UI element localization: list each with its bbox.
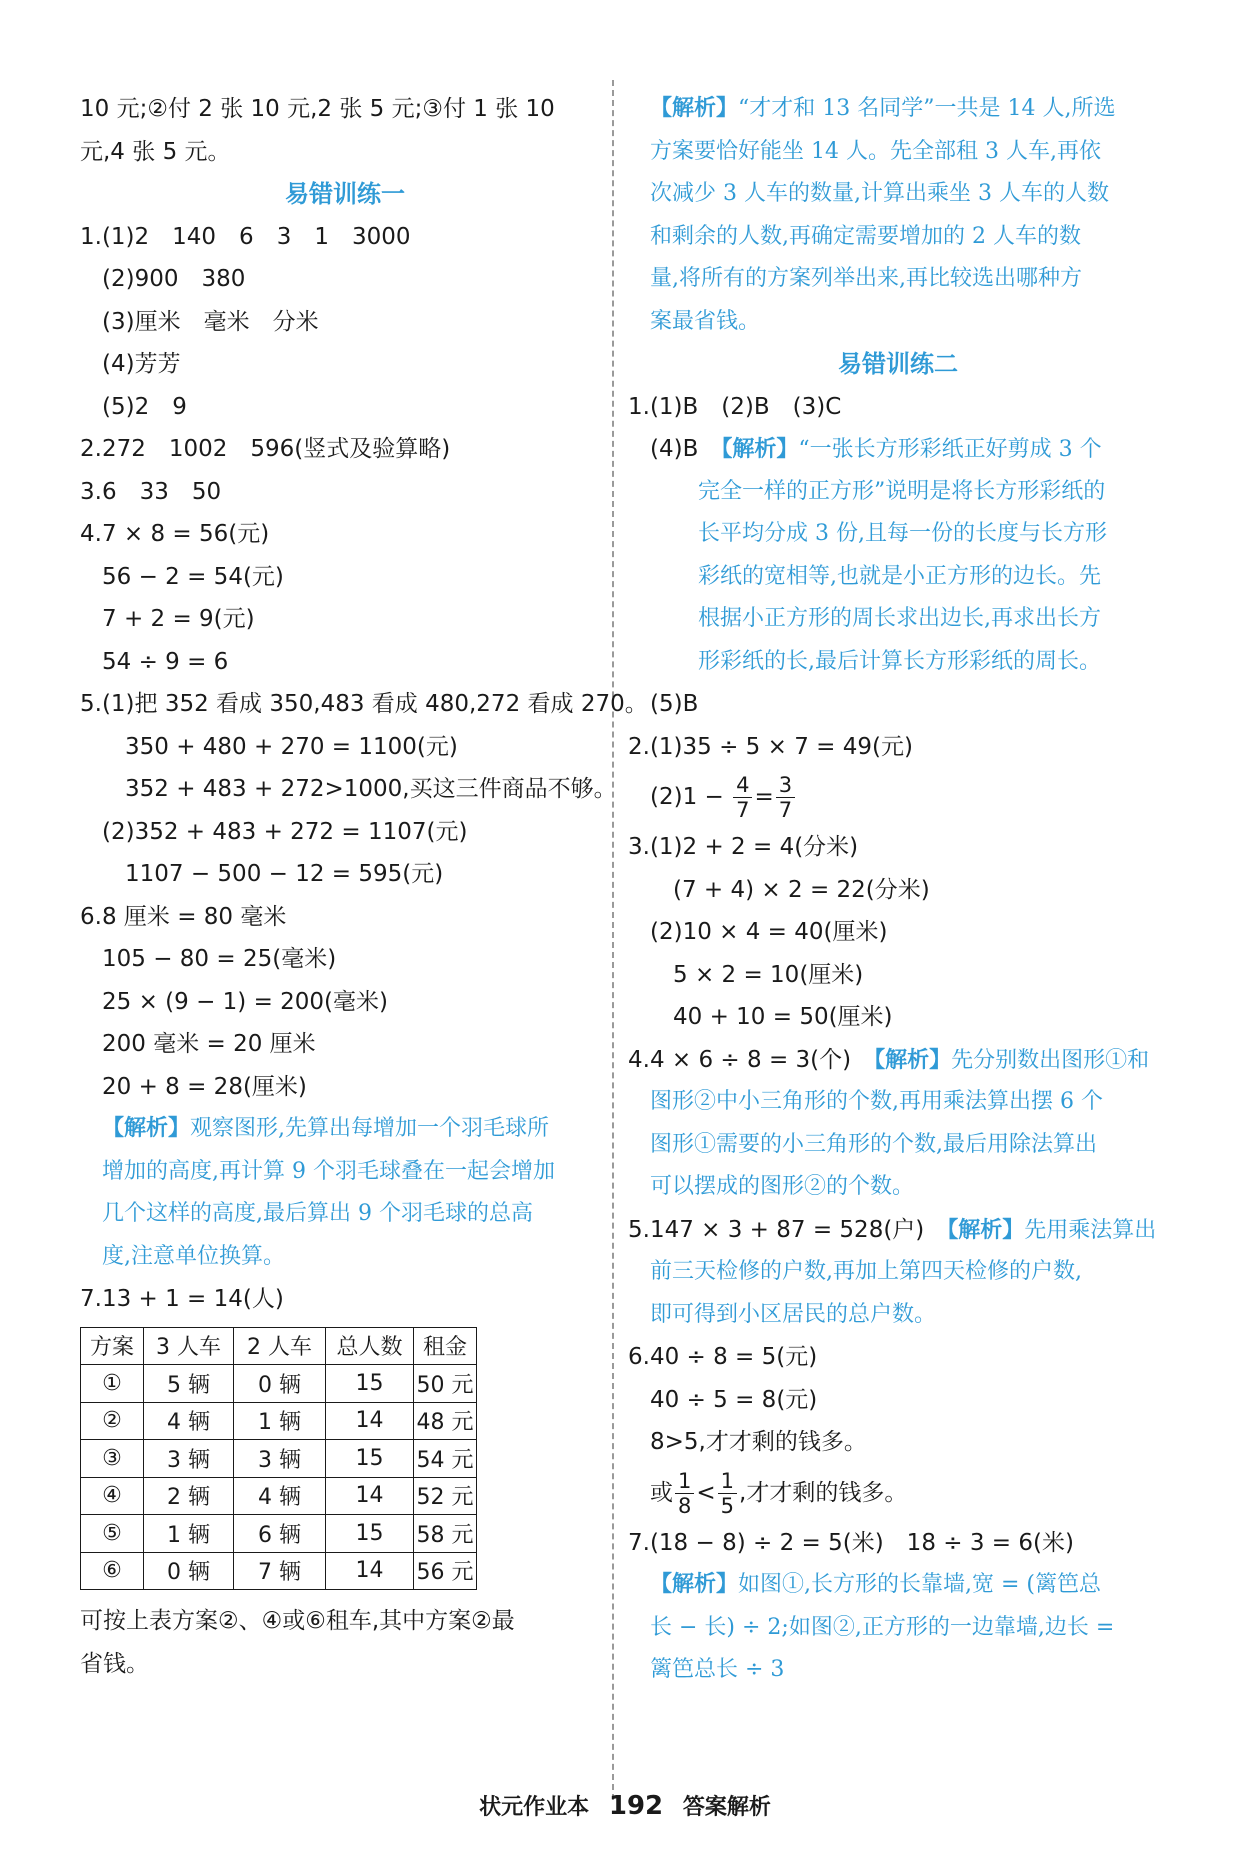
table-cell: ④ [81, 1477, 144, 1515]
answer-line: 1107 − 500 − 12 = 595(元) [125, 861, 444, 887]
analysis-tag: 【解析】 [721, 437, 799, 462]
table-cell: 1 辆 [234, 1402, 326, 1440]
answer-line: 350 + 480 + 270 = 1100(元) [125, 733, 458, 760]
text-line: 元,4 张 5 元。 [80, 138, 231, 165]
fraction: $\frac{3}{7}$ [776, 773, 795, 822]
analysis-line: 案最省钱。 [650, 308, 761, 334]
analysis-line: 【解析】观察图形,先算出每增加一个羽毛球所 [102, 1116, 550, 1141]
answer-line: (5)2 9 [102, 393, 187, 420]
analysis-line: 彩纸的宽相等,也就是小正方形的边长。先 [698, 563, 1101, 589]
table-cell: 14 [326, 1552, 414, 1590]
table-cell: 5 辆 [144, 1365, 234, 1403]
table-cell: 14 [326, 1477, 414, 1515]
answer-line: 2.(1)35 ÷ 5 × 7 = 49(元) [628, 733, 913, 760]
analysis-line: 根据小正方形的周长求出边长,再求出长方 [698, 606, 1101, 631]
table-header: 方案 [81, 1327, 144, 1365]
right-column [628, 88, 1168, 1692]
fraction: $\frac{1}{8}$ [675, 1469, 694, 1518]
table-row [81, 1440, 477, 1478]
table-row [81, 1477, 477, 1515]
answer-line: 8>5,才才剩的钱多。 [650, 1429, 867, 1455]
table-cell: 3 辆 [144, 1440, 234, 1478]
answer-line: 1.(1)2 140 6 3 1 3000 [80, 223, 411, 250]
text-line: 10 元;②付 2 张 10 元,2 张 5 元;③付 1 张 10 [80, 96, 555, 122]
answer-line: (7 + 4) × 2 = 22(分米) [673, 876, 930, 903]
table-cell: 4 辆 [234, 1477, 326, 1515]
table-header: 2 人车 [234, 1327, 326, 1365]
table-cell: 0 辆 [144, 1552, 234, 1590]
answer-line: 2.272 1002 596(竖式及验算略) [80, 436, 451, 462]
analysis-line: 方案要恰好能坐 14 人。先全部租 3 人车,再依 [650, 138, 1101, 164]
table-header: 租金 [414, 1327, 477, 1365]
table-cell: 15 [326, 1515, 414, 1553]
answer-line: 54 ÷ 9 = 6 [102, 648, 229, 675]
answer-line: 5.147 × 3 + 87 = 528(户) 【解析】先用乘法算出 [628, 1216, 1157, 1243]
answer-line: 7.(18 − 8) ÷ 2 = 5(米) 18 ÷ 3 = 6(米) [628, 1529, 1074, 1556]
table-row [81, 1515, 477, 1553]
column-divider [612, 80, 614, 1800]
fraction: $\frac{1}{5}$ [718, 1469, 737, 1518]
answer-line: (5)B [650, 691, 699, 717]
table-cell: 0 辆 [234, 1365, 326, 1403]
answer-line: 3.6 33 50 [80, 478, 222, 505]
answer-line: (4)芳芳 [102, 351, 181, 377]
answer-line: 7.13 + 1 = 14(人) [80, 1286, 284, 1312]
answer-line: (2)352 + 483 + 272 = 1107(元) [102, 818, 468, 845]
analysis-line: 度,注意单位换算。 [102, 1243, 285, 1269]
analysis-tag: 【解析】 [650, 96, 739, 121]
conclusion-line: 可按上表方案②、④或⑥租车,其中方案②最 [80, 1608, 515, 1634]
table-cell: ③ [81, 1440, 144, 1478]
analysis-line: 次减少 3 人车的数量,计算出乘坐 3 人车的人数 [650, 181, 1109, 206]
table-cell: 1 辆 [144, 1515, 234, 1553]
table-row [81, 1365, 477, 1403]
answer-line: (4)B 【解析】“一张长方形彩纸正好剪成 3 个 [650, 436, 1102, 462]
table-cell: 3 辆 [234, 1440, 326, 1478]
table-cell: ⑤ [81, 1515, 144, 1553]
table-cell: 14 [326, 1402, 414, 1440]
table-row [81, 1402, 477, 1440]
answer-line: 6.8 厘米 = 80 毫米 [80, 903, 287, 930]
answer-line: 56 − 2 = 54(元) [102, 563, 284, 590]
table-row [81, 1552, 477, 1590]
left-column [80, 88, 648, 1685]
fraction-line: 或 $\frac{1}{8}$ < $\frac{1}{5}$ ,才才剩的钱多。 [650, 1468, 908, 1518]
table-cell: 4 辆 [144, 1402, 234, 1440]
analysis-line: 【解析】如图①,长方形的长靠墙,宽 = (篱笆总 [650, 1572, 1102, 1597]
rental-plan-table [80, 1327, 477, 1591]
answer-line: 3.(1)2 + 2 = 4(分米) [628, 834, 859, 860]
answer-line: 20 + 8 = 28(厘米) [102, 1073, 307, 1100]
footer-book-title: 状元作业本 [479, 1795, 590, 1820]
answer-line: 40 + 10 = 50(厘米) [673, 1004, 893, 1030]
answer-line: 5.(1)把 352 看成 350,483 看成 480,272 看成 270。 [80, 691, 648, 717]
answer-line: 40 ÷ 5 = 8(元) [650, 1386, 818, 1413]
analysis-line: 可以摆成的图形②的个数。 [650, 1174, 915, 1199]
table-cell: 6 辆 [234, 1515, 326, 1553]
table-cell: ⑥ [81, 1552, 144, 1590]
answer-line: 352 + 483 + 272>1000,买这三件商品不够。 [125, 776, 617, 802]
section-heading: 易错训练一 [285, 180, 405, 208]
analysis-tag: 【解析】 [650, 1572, 739, 1597]
table-header: 3 人车 [144, 1327, 234, 1365]
table-cell: 52 元 [414, 1477, 477, 1515]
answer-line: 4.7 × 8 = 56(元) [80, 521, 270, 547]
fraction: $\frac{4}{7}$ [733, 773, 752, 822]
analysis-line: 和剩余的人数,再确定需要增加的 2 人车的数 [650, 223, 1081, 249]
answer-line: 5 × 2 = 10(厘米) [673, 961, 864, 988]
answer-line: 1.(1)B (2)B (3)C [628, 393, 842, 420]
table-cell: 58 元 [414, 1515, 477, 1553]
analysis-line: 图形②中小三角形的个数,再用乘法算出摆 6 个 [650, 1089, 1103, 1114]
analysis-line: 完全一样的正方形”说明是将长方形彩纸的 [698, 478, 1106, 504]
footer-section-title: 答案解析 [682, 1795, 771, 1820]
table-cell: 7 辆 [234, 1552, 326, 1590]
table-cell: 15 [326, 1440, 414, 1478]
table-cell: 2 辆 [144, 1477, 234, 1515]
table-cell: 56 元 [414, 1552, 477, 1590]
analysis-line: 增加的高度,再计算 9 个羽毛球叠在一起会增加 [102, 1158, 555, 1184]
analysis-line: 量,将所有的方案列举出来,再比较选出哪种方 [650, 266, 1082, 291]
section-heading: 易错训练二 [838, 350, 958, 378]
answer-line: 105 − 80 = 25(毫米) [102, 946, 337, 972]
answer-line: 200 毫米 = 20 厘米 [102, 1031, 316, 1057]
analysis-line: 前三天检修的户数,再加上第四天检修的户数, [650, 1259, 1082, 1284]
fraction-line: (2)1 − $\frac{4}{7}$ = $\frac{3}{7}$ [628, 768, 1168, 826]
conclusion-line: 省钱。 [80, 1650, 149, 1677]
answer-line: 4.4 × 6 ÷ 8 = 3(个) 【解析】先分别数出图形①和 [628, 1046, 1150, 1073]
analysis-tag: 【解析】 [102, 1116, 191, 1141]
table-cell: 54 元 [414, 1440, 477, 1478]
analysis-line: 篱笆总长 ÷ 3 [650, 1657, 785, 1682]
page-footer [0, 1790, 1250, 1821]
table-cell: 15 [326, 1365, 414, 1403]
table-cell: ① [81, 1365, 144, 1403]
analysis-tag: 【解析】 [874, 1047, 952, 1073]
analysis-line: 【解析】“才才和 13 名同学”一共是 14 人,所选 [650, 96, 1116, 121]
table-cell: 50 元 [414, 1365, 477, 1403]
analysis-line: 形彩纸的长,最后计算长方形彩纸的周长。 [698, 648, 1101, 674]
analysis-line: 几个这样的高度,最后算出 9 个羽毛球的总高 [102, 1201, 533, 1226]
analysis-line: 长平均分成 3 份,且每一份的长度与长方形 [698, 521, 1107, 546]
answer-line: (2)900 380 [102, 266, 246, 292]
answer-line: (2)10 × 4 = 40(厘米) [650, 919, 888, 945]
analysis-line: 图形①需要的小三角形的个数,最后用除法算出 [650, 1131, 1097, 1157]
page-number: 192 [608, 1791, 664, 1821]
table-cell: ② [81, 1402, 144, 1440]
table-header: 总人数 [326, 1327, 414, 1365]
answer-line: 7 + 2 = 9(元) [102, 606, 255, 632]
answer-line: 25 × (9 − 1) = 200(毫米) [102, 988, 389, 1015]
table-header-row [81, 1327, 477, 1365]
answer-line: (3)厘米 毫米 分米 [102, 308, 319, 335]
analysis-tag: 【解析】 [947, 1217, 1025, 1243]
analysis-line: 长 − 长) ÷ 2;如图②,正方形的一边靠墙,边长 = [650, 1614, 1115, 1640]
answer-line: 6.40 ÷ 8 = 5(元) [628, 1344, 818, 1370]
table-cell: 48 元 [414, 1402, 477, 1440]
analysis-line: 即可得到小区居民的总户数。 [650, 1301, 937, 1327]
